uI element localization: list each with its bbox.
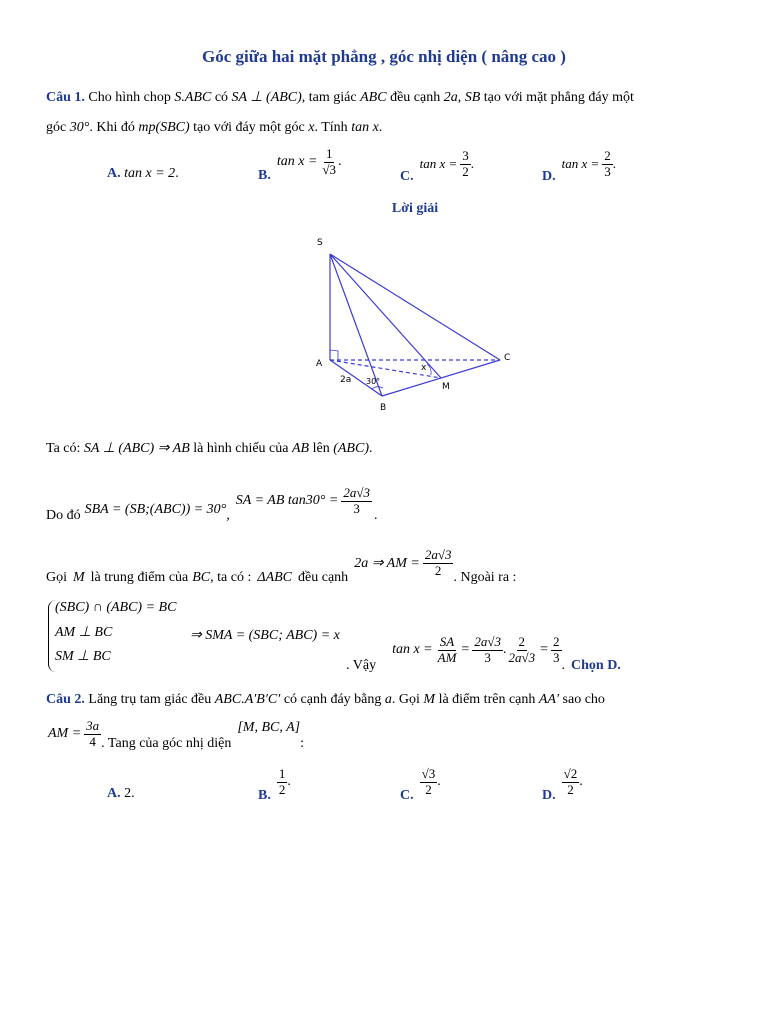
angle-30-arc (372, 387, 383, 389)
q2-option-d[interactable] (542, 760, 583, 804)
sol-line2 (46, 478, 377, 524)
q1-option-d[interactable] (542, 143, 616, 185)
q1-option-d-label: D. (542, 169, 556, 184)
q2-option-b-num: 1 (278, 766, 286, 782)
q2-option-d-num: √2 (563, 766, 578, 782)
q2-line2 (48, 712, 304, 756)
q1-mp-sbc: mp(SBC) (138, 120, 190, 135)
q1-sb: SB (464, 90, 481, 105)
q2-option-c[interactable] (400, 760, 441, 804)
sol-frac3 (506, 635, 537, 665)
q1-option-b-frac (320, 147, 338, 177)
q2-option-c-end: . (437, 774, 441, 789)
q2-am-lhs: AM = (48, 726, 82, 741)
q2-option-b[interactable] (258, 760, 291, 804)
sol-am-eq: 2a ⇒ AM = (354, 555, 420, 571)
sol-m: M (73, 570, 85, 585)
sol-chon-d: Chọn D. (571, 658, 621, 673)
q1-option-c-lhs: tan x = (419, 156, 458, 171)
label-a: A (316, 359, 323, 369)
sol-eq1: = (461, 642, 470, 657)
sol-goi: Gọi (46, 570, 67, 585)
sol-bc: BC (192, 570, 211, 585)
sol-am-num: 2a√3 (424, 547, 452, 563)
q2-option-c-frac (420, 767, 438, 797)
q2-am-frac (84, 719, 101, 749)
sol-am-den: 2 (434, 562, 442, 578)
q2-line1 (46, 692, 605, 708)
label-s: S (317, 238, 323, 248)
q2-option-a-end: . (131, 786, 135, 801)
sol-vay: . Vậy (346, 658, 377, 673)
q1-khi-do: . Khi đó (89, 120, 135, 135)
q1-option-d-lhs: tan x = (561, 156, 600, 171)
q1-line1 (46, 89, 634, 106)
q2-option-d-label: D. (542, 788, 556, 803)
q2-option-a[interactable] (107, 786, 135, 802)
q1-x: x (308, 120, 315, 135)
label-b: B (380, 403, 387, 413)
pyramid-figure (300, 228, 530, 418)
sol-ngoai-ra: . Ngoài ra : (453, 570, 517, 585)
sol-f3-num: 2 (518, 634, 526, 650)
right-angle-a (330, 350, 338, 361)
sol-ta-co: Ta có: (46, 441, 81, 456)
sol-tan-line (346, 626, 621, 674)
q2-option-d-end: . (579, 774, 583, 789)
q1-co: có (214, 90, 229, 105)
q2-text-a: Lăng trụ tam giác đều (88, 692, 212, 707)
q1-text-c: tạo với mặt phẳng đáy một (483, 90, 634, 105)
q1-option-a-end: . (175, 166, 179, 181)
q2-option-c-label: C. (400, 788, 414, 803)
q1-option-a-label: A. (107, 166, 121, 181)
q1-period: . (378, 120, 383, 135)
q1-option-c-num: 3 (462, 148, 469, 164)
q1-option-b[interactable] (258, 140, 342, 184)
q2-option-b-label: B. (258, 788, 271, 803)
sol-period2: . (373, 508, 378, 523)
q1-label: Câu 1. (46, 90, 85, 105)
sol-tan-lhs: tan x = (392, 642, 433, 657)
q1-option-c-frac (460, 149, 471, 179)
sol-am-frac (423, 548, 454, 578)
edge-sc (330, 254, 500, 360)
q1-option-b-lhs: tan x = (276, 154, 318, 169)
label-m: M (442, 382, 450, 392)
q2-am-num: 3a (86, 718, 100, 734)
sol-sa-den: 3 (353, 500, 360, 516)
label-x: x (421, 363, 427, 373)
sol-f1-den: AM (437, 649, 457, 665)
q1-sabc: S.ABC (174, 90, 212, 105)
sol-period3: . (561, 658, 566, 673)
q2-colon: : (300, 736, 304, 751)
sol-f2-num: 2a√3 (474, 634, 501, 650)
sol-deu-canh: đều cạnh (298, 570, 349, 585)
q2-a: a (384, 692, 392, 707)
q1-option-d-end: . (612, 156, 617, 171)
q2-option-d-frac (562, 767, 580, 797)
sol-len: lên (312, 441, 330, 456)
q1-text-d: tạo với đáy một góc (193, 120, 305, 135)
sol-sys3: SM ⊥ BC (55, 649, 111, 664)
q2-option-b-den: 2 (278, 781, 286, 797)
sol-frac2 (472, 635, 503, 665)
sol-dot: . (502, 642, 507, 657)
sol-ta-co2: , ta có : (210, 570, 252, 585)
q1-option-b-label: B. (258, 168, 271, 183)
q1-2a: 2a (443, 90, 458, 105)
q1-30deg: 30° (69, 120, 90, 135)
sol-f3-den: 2a√3 (508, 649, 536, 665)
page-title: Góc giữa hai mặt phẳng , góc nhị diện ( nâng cao ) (202, 47, 566, 66)
sol-do-do: Do đó (46, 508, 81, 523)
sol-period1: . (368, 441, 373, 456)
sol-sa-eq: SA = AB tan30° = (235, 493, 339, 508)
q1-option-c-label: C. (400, 169, 414, 184)
label-c: C (504, 353, 511, 363)
q1-line2 (46, 120, 382, 136)
sol-frac1 (436, 635, 459, 665)
q1-tinh: . Tính (314, 120, 348, 135)
q2-option-c-num: √3 (421, 766, 436, 782)
sol-abc-paren: (ABC) (333, 441, 369, 456)
q1-option-b-den: √3 (322, 161, 337, 177)
q1-goc: góc (46, 120, 67, 135)
q1-option-d-frac (602, 149, 613, 179)
q2-option-c-den: 2 (425, 781, 432, 797)
sol-system (48, 600, 176, 672)
label-2a: 2a (340, 375, 352, 385)
q1-option-d-den: 3 (604, 163, 611, 179)
edge-sb (330, 254, 382, 396)
sol-comma: , (226, 508, 230, 523)
q2-option-a-label: A. (107, 786, 121, 801)
sol-sa-imp: SA ⊥ (ABC) ⇒ AB (83, 441, 190, 456)
q1-option-c[interactable] (400, 143, 474, 185)
sol-frac4 (551, 635, 562, 665)
sol-line3 (46, 540, 516, 586)
sol-f4-den: 3 (553, 649, 560, 665)
sol-ab: AB (292, 441, 310, 456)
q1-option-b-end: . (338, 154, 342, 169)
q1-option-d-num: 2 (604, 148, 611, 164)
q1-abc: ABC (360, 90, 387, 105)
sol-f2-den: 3 (484, 649, 491, 665)
q2-prism: ABC.A′B′C′ (214, 692, 281, 707)
sol-f1-num: SA (439, 634, 455, 650)
q1-option-b-num: 1 (325, 146, 333, 162)
q1-option-c-den: 2 (462, 163, 469, 179)
q2-m: M (423, 692, 436, 707)
sol-trung-diem: là trung điểm của (90, 570, 189, 585)
q1-text-b: , tam giác (301, 90, 357, 105)
sol-tri-abc: ΔABC (257, 570, 293, 585)
q2-text-b: có cạnh đáy bằng (283, 692, 382, 707)
q1-option-c-end: . (470, 156, 475, 171)
q2-diem-tren: là điểm trên cạnh (438, 692, 536, 707)
solution-title: Lời giải (391, 201, 439, 216)
sol-f4-num: 2 (553, 634, 560, 650)
q2-option-b-end: . (287, 774, 291, 789)
sol-line1 (46, 440, 372, 457)
q1-option-a-text: tan x = 2 (124, 166, 176, 181)
q2-dihedral: [M, BC, A] (237, 720, 301, 735)
q2-am-den: 4 (89, 733, 96, 749)
q1-deu-canh: đều cạnh (390, 90, 441, 105)
sol-angle-sba: SBA = (SB;(ABC)) = 30° (84, 502, 227, 517)
q1-comma: , (457, 90, 462, 105)
q1-option-a[interactable] (107, 166, 179, 182)
q1-tanx: tan x (351, 120, 379, 135)
sol-sys2: AM ⊥ BC (55, 625, 113, 640)
q2-sao-cho: sao cho (562, 692, 605, 707)
q1-sa-perp: SA ⊥ (ABC) (231, 90, 302, 105)
label-30: 30° (366, 377, 381, 386)
sol-eq2: = (540, 642, 549, 657)
sol-hinh-chieu: là hình chiếu của (193, 441, 289, 456)
q1-text-a: Cho hình chop (88, 90, 171, 105)
q2-aa: AA′ (538, 692, 560, 707)
q2-goi: . Gọi (391, 692, 420, 707)
q2-option-d-den: 2 (567, 781, 574, 797)
q2-label: Câu 2. (46, 692, 85, 707)
q2-option-a-text: 2 (124, 786, 132, 801)
q2-option-b-frac (277, 767, 288, 797)
q2-text-c: . Tang của góc nhị diện (101, 736, 232, 751)
sol-sys1: (SBC) ∩ (ABC) = BC (55, 600, 177, 615)
sol-sa-num: 2a√3 (343, 485, 370, 501)
sol-imp-angle: ⇒ SMA = (SBC; ABC) = x (190, 628, 340, 643)
sol-sa-frac (341, 486, 372, 516)
